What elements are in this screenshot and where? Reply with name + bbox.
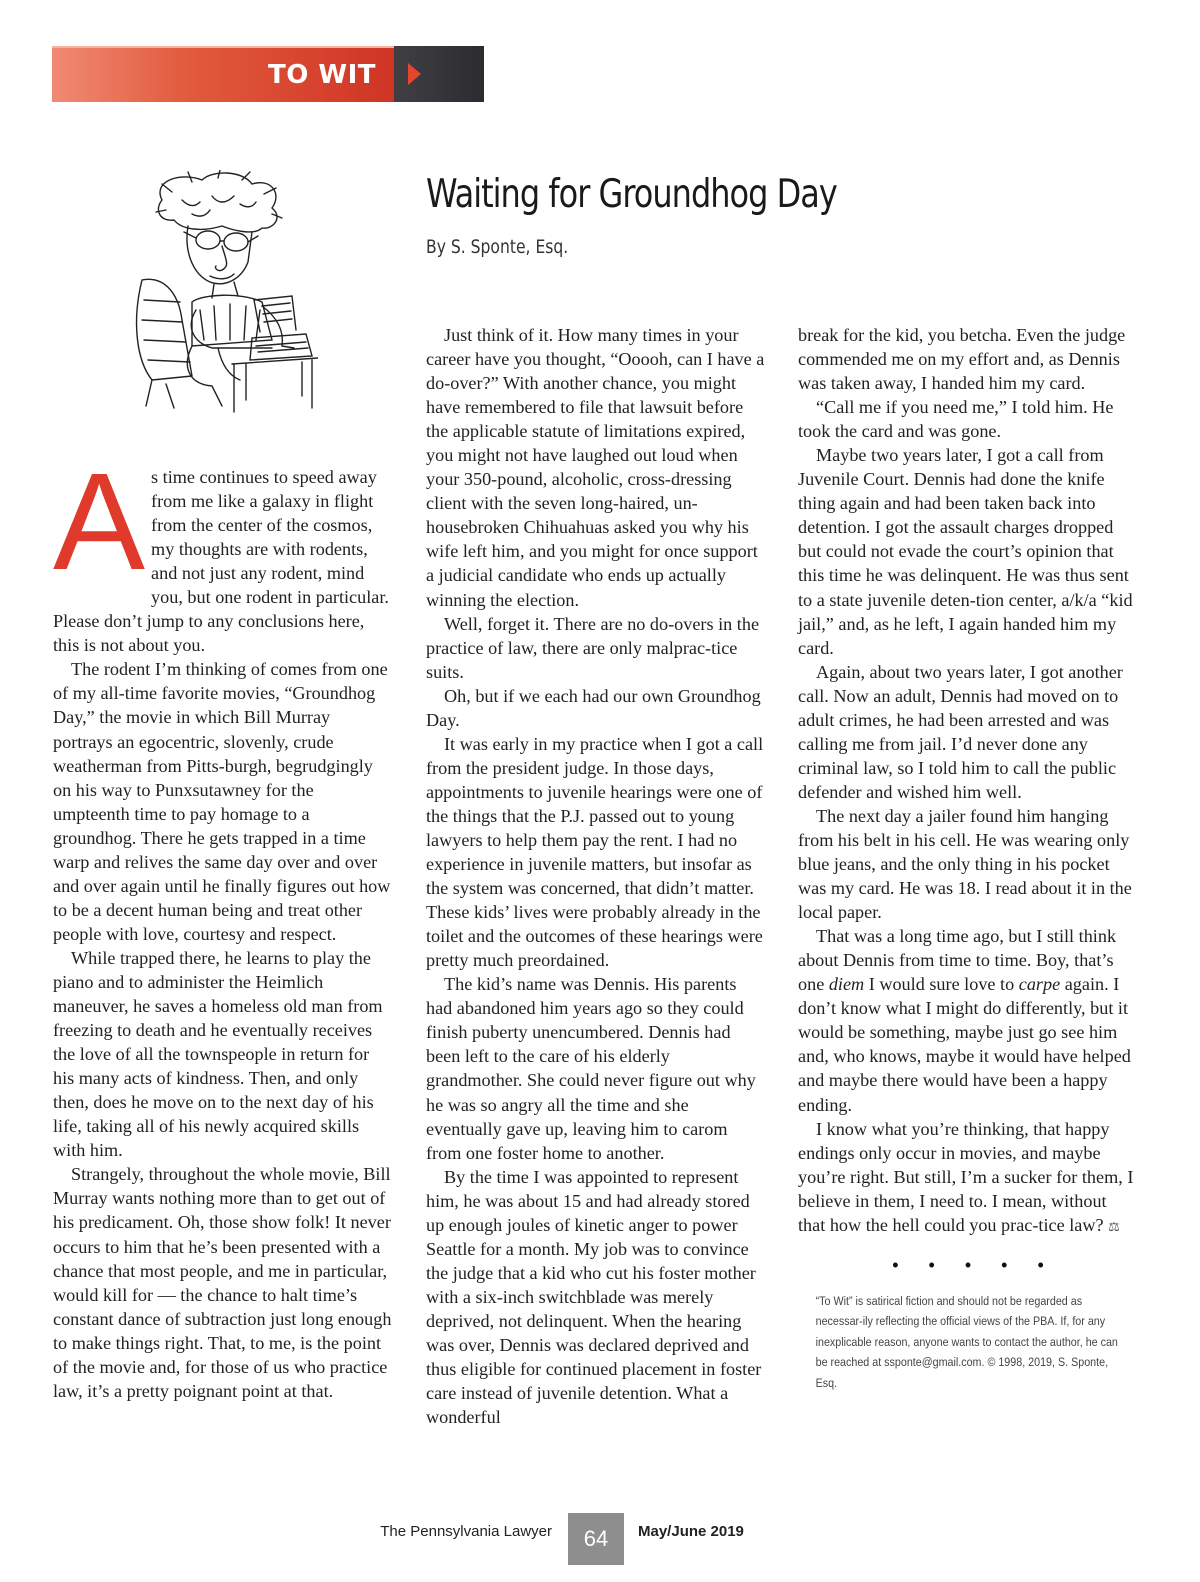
article-byline: By S. Sponte, Esq. xyxy=(426,236,569,258)
scales-of-justice-icon: ⚖ xyxy=(1108,1218,1120,1234)
italic-word: carpe xyxy=(1018,974,1061,995)
publication-name: The Pennsylvania Lawyer xyxy=(380,1523,552,1540)
article-paragraph xyxy=(53,445,393,657)
paragraph-text: again. I don’t know what I might do differently, but it would be something, maybe just go see him and, who knows, maybe it would have helped and maybe there would have been a happy ending. xyxy=(798,974,1131,1115)
article-paragraph: Well, forget it. There are no do-overs in the practice of law, there are only malprac-tice suits. xyxy=(426,613,760,682)
page-footer xyxy=(0,1513,1200,1565)
author-caricature-illustration xyxy=(122,170,318,414)
play-arrow-icon xyxy=(408,63,421,85)
article-paragraph: The next day a jailer found him hanging from his belt in his cell. He was wearing only blue jeans, and the only thing in his pocket was my card. He was 18. I read about it in the local paper. xyxy=(798,805,1132,923)
paragraph-text: That was a long time ago, but I still think about Dennis from time to time. Boy, that’s one xyxy=(798,926,1117,995)
article-column-2 xyxy=(426,323,766,1429)
article-paragraph: Again, about two years later, I got another call. Now an adult, Dennis had moved on to adult crimes, he had been arrested and was calling me from jail. I’d never done any criminal law, so I told him to call the public defender and wished him well. xyxy=(798,661,1123,802)
article-paragraph: “Call me if you need me,” I told him. He took the card and was gone. xyxy=(798,397,1114,442)
article-title: Waiting for Groundhog Day xyxy=(426,172,837,217)
page-number: 64 xyxy=(568,1513,624,1565)
article-paragraph: Oh, but if we each had our own Groundhog Day. xyxy=(426,685,761,730)
section-label: TO WIT xyxy=(268,60,376,90)
article-paragraph: While trapped there, he learns to play the piano and to administer the Heimlich maneuver, he saves a homeless old man from freezing to death and he eventually receives the love of all the townspeople in return for his many acts of kindness. Then, and only then, does he move on to the next day of his life, taking all of his newly acquired skills with him. xyxy=(53,947,383,1161)
italic-word: diem xyxy=(828,974,865,995)
paragraph-text: s time continues to speed away from me like a galaxy in flight from the center of the cosmos, my thoughts are with rodents, and not just any rodent, mind you, but one rodent in particular. Please don’t jump to any conclusions here, this is not about you. xyxy=(53,467,389,656)
article-paragraph: It was early in my practice when I got a call from the president judge. In those days, appointments to juvenile hearings were one of the things that the P.J. passed out to young lawyers to help them pay the rent. I had no experience in juvenile matters, but insofar as the system was concerned, that didn’t matter. These kids’ lives were probably already in the toilet and the outcomes of these hearings were pretty much preordained. xyxy=(426,733,764,971)
section-banner-label-box xyxy=(52,46,394,102)
article-column-1 xyxy=(53,445,393,1403)
issue-date: May/June 2019 xyxy=(638,1523,744,1540)
article-column-3 xyxy=(798,323,1138,1393)
paragraph-text: I know what you’re thinking, that happy endings only occur in movies, and maybe you’re right. But still, I’m a sucker for them, I believe in them, I need to. I mean, without that how the hell could you prac-tice law? xyxy=(798,1118,1134,1235)
section-divider-dots: ••••• xyxy=(892,1254,1074,1275)
article-paragraph: By the time I was appointed to represent him, he was about 15 and had already stored up enough joules of kinetic anger to power Seattle for a month. My job was to convince the judge that a kid who cut his foster mother with a six-inch switchblade was merely deprived, not delinquent. When the hearing was over, Dennis was declared deprived and thus eligible for continued placement in foster care instead of juvenile detention. What a wonderful xyxy=(426,1166,762,1428)
article-paragraph: Maybe two years later, I got a call from Juvenile Court. Dennis had done the knife thing again and had been taken back into detention. I got the assault charges dropped but could not evade the court’s opinion that this time he was delinquent. He was thus sent to a state juvenile deten-tion center, a/k/a “kid jail,” and, as he left, I again handed him my card. xyxy=(798,445,1133,658)
drop-cap: A xyxy=(53,445,146,599)
section-banner xyxy=(52,46,484,102)
section-banner-arrow-box xyxy=(394,46,484,102)
disclaimer-note: “To Wit” is satirical fiction and should not be regarded as necessar-ily reflecting the official views of the PBA. If, for any inexplicable reason, anyone wants to contact the author, he can be reached at ssponte@gmail.com. © 1998, 2019, S. Sponte, Esq. xyxy=(815,1293,1118,1390)
article-paragraph: The rodent I’m thinking of comes from one of my all-time favorite movies, “Groundhog Day,” the movie in which Bill Murray portrays an egocentric, slovenly, crude weatherman from Pitts-burgh, begrudgingly on his way to Punxsutawney for the umpteenth time to pay homage to a groundhog. There he gets trapped in a time warp and relives the same day over and over and over again until he finally figures out how to be a decent human being and treat other people with love, courtesy and respect. xyxy=(53,659,391,944)
article-paragraph xyxy=(798,924,1138,1116)
article-paragraph: break for the kid, you betcha. Even the judge commended me on my effort and, as Dennis was taken away, I handed him my card. xyxy=(798,325,1126,394)
article-paragraph: The kid’s name was Dennis. His parents had abandoned him years ago so they could finish puberty unencumbered. Dennis had been left to the care of his elderly grandmother. She could never figure out why he was so angry all the time and she eventually gave up, leaving him to carom from one foster home to another. xyxy=(426,974,756,1163)
article-paragraph xyxy=(798,1117,1138,1239)
paragraph-text: I would sure love to xyxy=(864,974,1019,995)
article-paragraph: Just think of it. How many times in your career have you thought, “Ooooh, can I have a do-over?” With another chance, you might have remembered to file that lawsuit before the applicable statute of limitations expired, you might not have laughed out loud when your 350-pound, alcoholic, cross-dressing client with the seven long-haired, un-housebroken Chihuahuas asked you why his wife left him, and you might for once support a judicial candidate who ends up actually winning the election. xyxy=(426,325,765,610)
article-paragraph: Strangely, throughout the whole movie, Bill Murray wants nothing more than to get out of his predicament. Oh, those show folk! It never occurs to him that he’s been presented with a chance that most people, and me in particular, would kill for — the chance to halt time’s constant dance of subtraction just long enough to make things right. That, to me, is the point of the movie and, for those of us who practice law, it’s a pretty poignant point at that. xyxy=(53,1164,392,1401)
